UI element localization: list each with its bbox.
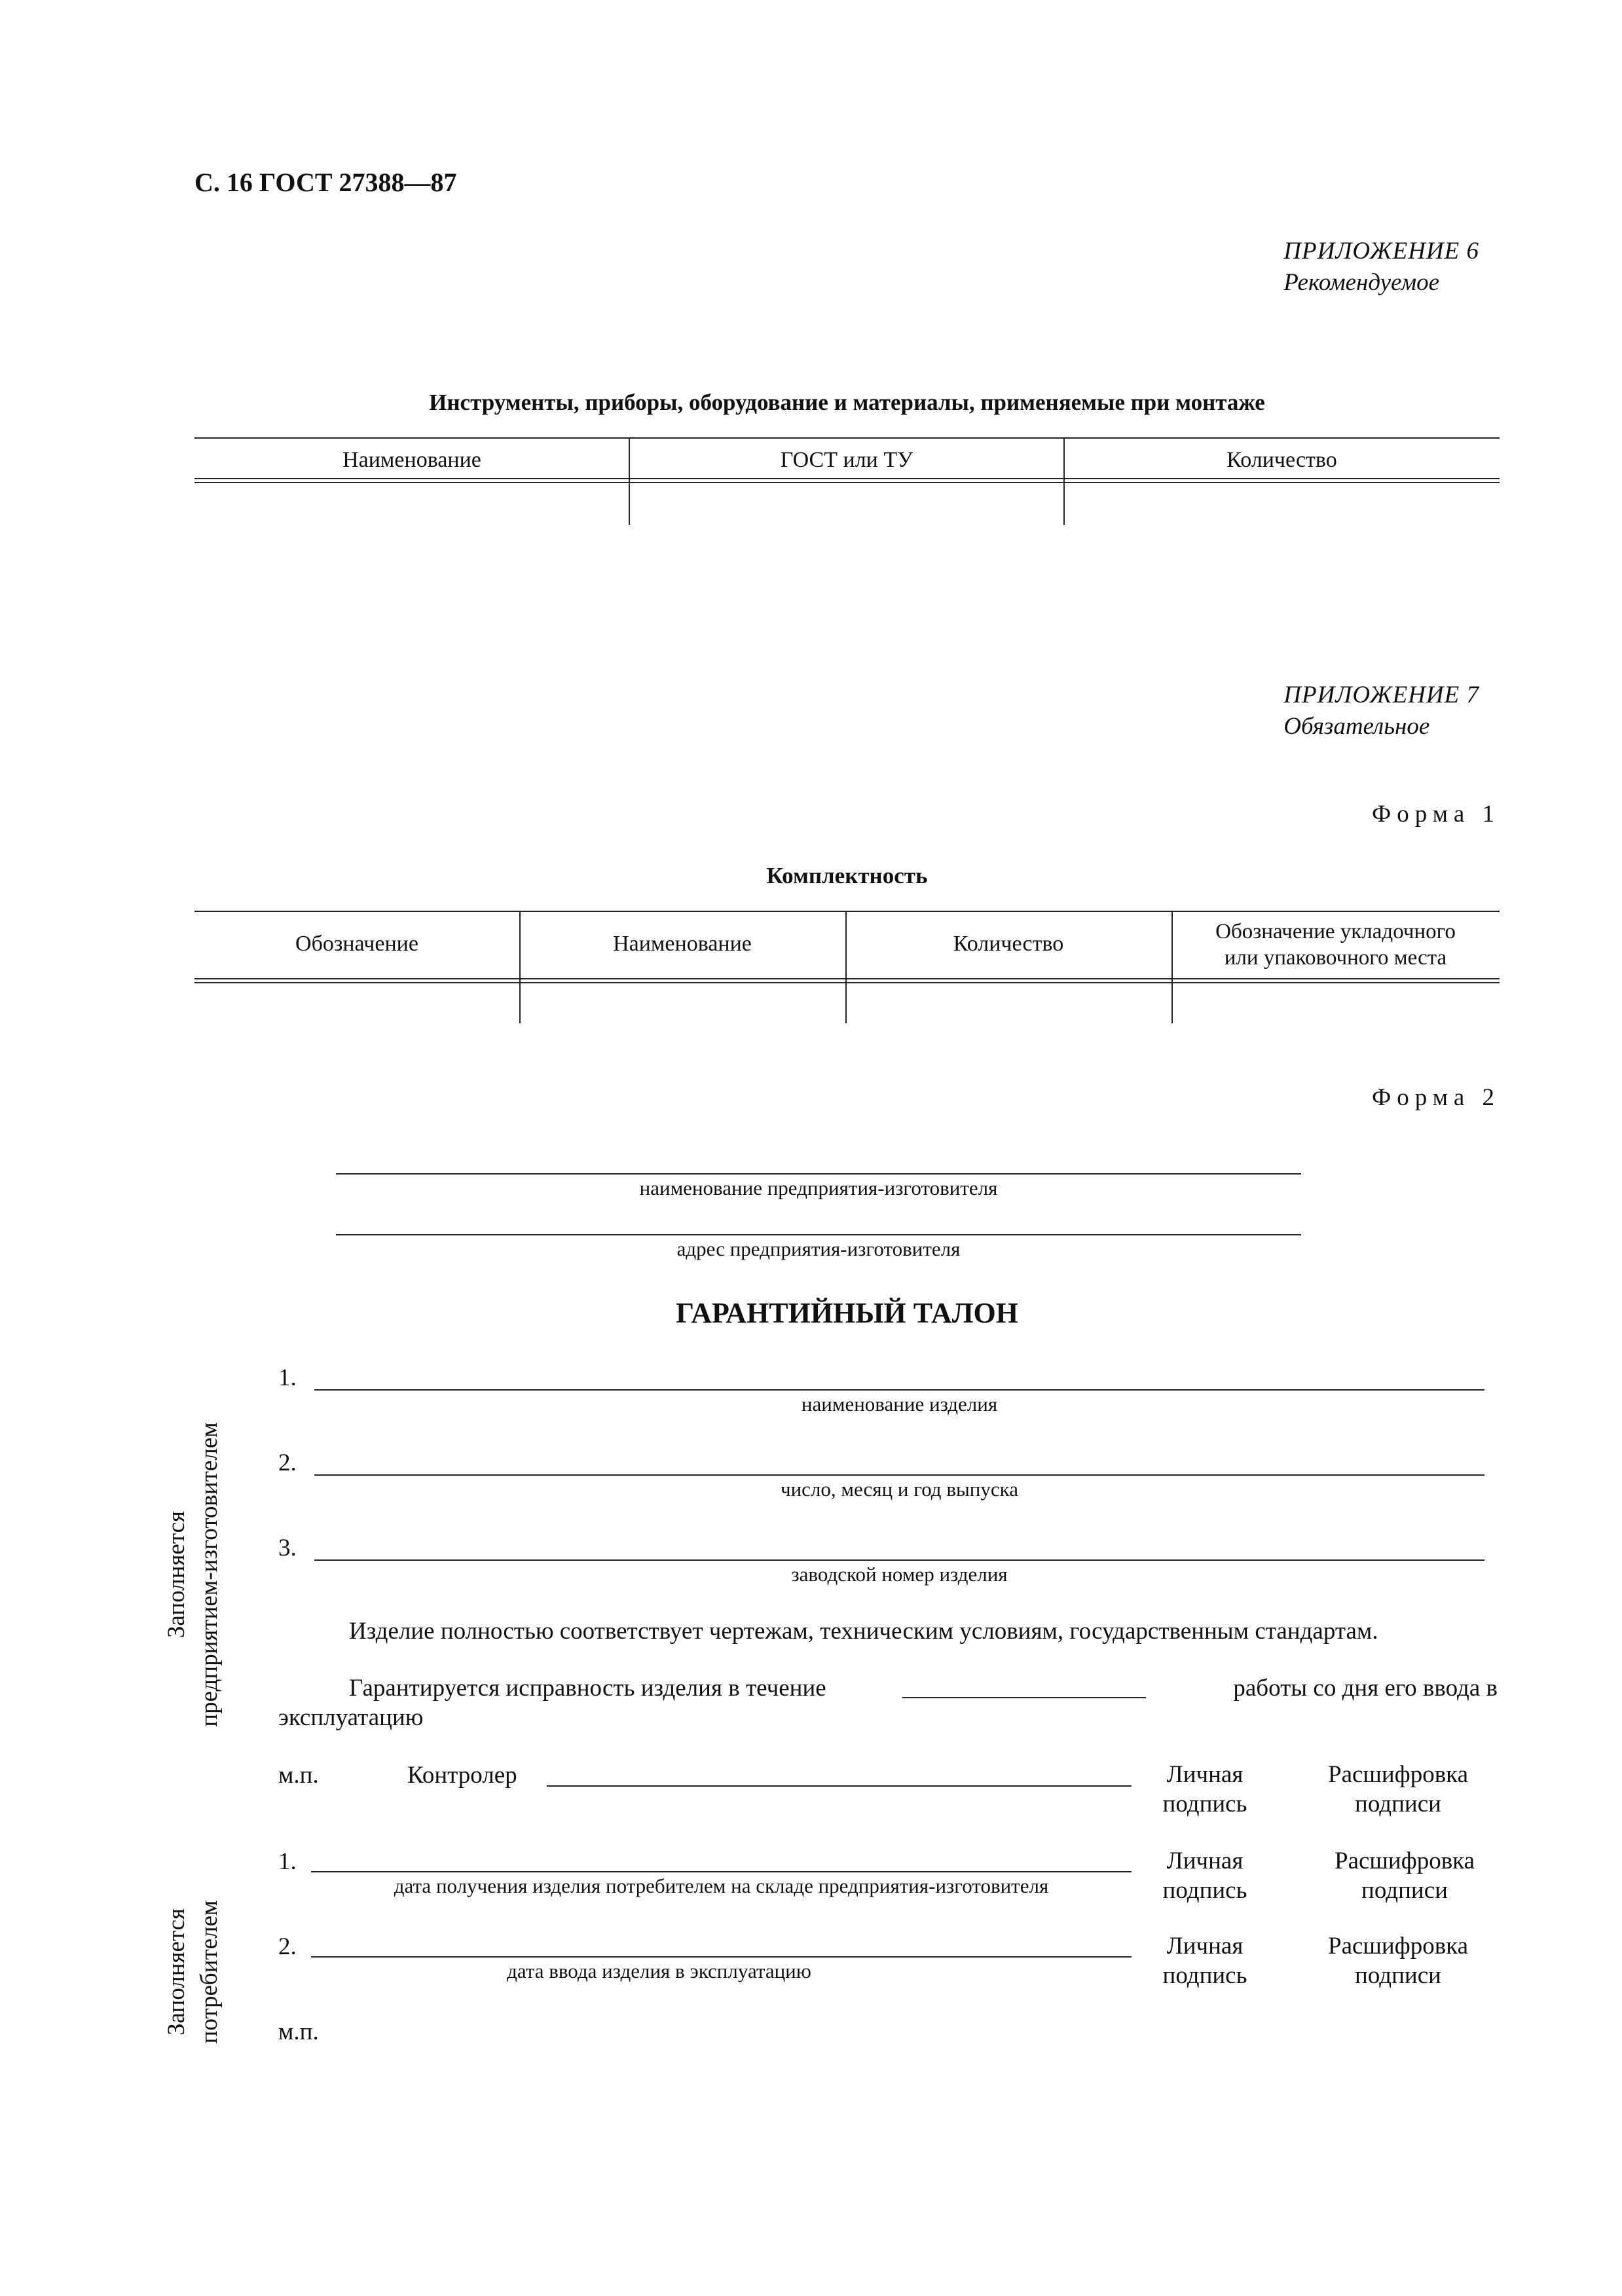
form1-col-qty: Количество (953, 932, 1064, 956)
guarantee-text-start: Гарантируется исправность изделия в течение (349, 1675, 826, 1702)
consumer-side-label-line2: потребителем (196, 1900, 223, 2044)
manufacturer-side-label (160, 1378, 226, 1771)
signature-decoding-line1: Расшифровка (1328, 1761, 1468, 1788)
form1-divider-2 (845, 911, 847, 1023)
form1-col-designation: Обозначение (295, 932, 418, 956)
table1-divider-2 (1063, 437, 1065, 525)
appendix-6-label: ПРИЛОЖЕНИЕ 6 (1283, 238, 1479, 264)
page-header: С. 16 ГОСТ 27388—87 (194, 168, 457, 197)
stamp-label-2: м.п. (278, 2018, 319, 2045)
item3-caption: заводской номер изделия (791, 1563, 1008, 1586)
item2-line[interactable] (314, 1474, 1484, 1476)
form1-divider-1 (519, 911, 521, 1023)
form1-header-rule-1 (194, 978, 1500, 979)
signature-decoding-line2: подписи (1361, 1877, 1448, 1904)
stamp-label-1: м.п. (278, 1762, 319, 1789)
table1-divider-1 (629, 437, 630, 525)
personal-signature-line2: подпись (1162, 1962, 1247, 1989)
enterprise-name-caption: наименование предприятия-изготовителя (639, 1176, 998, 1199)
signature-decoding-line2: подписи (1355, 1962, 1441, 1989)
item2-caption: число, месяц и год выпуска (781, 1478, 1018, 1501)
signature-decoding-line1: Расшифровка (1328, 1933, 1468, 1959)
controller-personal-signature (1139, 1760, 1270, 1819)
form1-divider-3 (1171, 911, 1173, 1023)
signature-decoding-line1: Расшифровка (1335, 1848, 1475, 1874)
form1-col-place-line1: Обозначение укладочного (1215, 920, 1456, 943)
table1-title: Инструменты, приборы, оборудование и материалы, применяемые при монтаже (429, 390, 1265, 415)
form1-header-rule-2 (194, 982, 1500, 983)
appendix-6-status: Рекомендуемое (1283, 269, 1440, 296)
table1-col-qty: Количество (1226, 448, 1337, 472)
conformity-text: Изделие полностью соответствует чертежам, техническим условиям, государственным стандартам. (349, 1618, 1378, 1645)
enterprise-address-caption: адрес предприятия-изготовителя (676, 1237, 961, 1260)
form1-title: Комплектность (766, 863, 928, 888)
enterprise-name-line (336, 1173, 1301, 1175)
guarantee-text-tail: эксплуатацию (278, 1704, 424, 1731)
consumer-side-label (160, 1808, 226, 2136)
table1-col-gost: ГОСТ или ТУ (780, 448, 913, 472)
table1-top-rule (194, 437, 1500, 439)
consumer-item1-personal-signature (1139, 1846, 1270, 1905)
consumer-item2-number: 2. (278, 1933, 297, 1960)
item1-caption: наименование изделия (801, 1393, 998, 1415)
personal-signature-line1: Личная (1166, 1761, 1244, 1788)
table1-col-name: Наименование (342, 448, 481, 472)
form1-col-name: Наименование (613, 932, 752, 956)
personal-signature-line2: подпись (1162, 1791, 1247, 1817)
form1-label: Форма 1 (1371, 801, 1500, 828)
consumer-item1-number: 1. (278, 1848, 297, 1875)
appendix-7-label: ПРИЛОЖЕНИЕ 7 (1283, 682, 1479, 708)
appendix-7-block (1283, 680, 1479, 742)
enterprise-address-line (336, 1234, 1301, 1235)
consumer-item1-signature-decoding (1316, 1846, 1493, 1905)
consumer-item2-signature-decoding (1310, 1931, 1486, 1990)
personal-signature-line1: Личная (1166, 1933, 1244, 1959)
item1-line[interactable] (314, 1389, 1484, 1391)
table1-header-rule-2 (194, 482, 1500, 483)
personal-signature-line1: Личная (1166, 1848, 1244, 1874)
consumer-item1-line[interactable] (311, 1871, 1132, 1872)
consumer-item1-caption: дата получения изделия потребителем на складе предприятия-изготовителя (394, 1874, 1049, 1897)
form2-label: Форма 2 (1371, 1084, 1500, 1111)
personal-signature-line2: подпись (1162, 1877, 1247, 1904)
manufacturer-side-label-line1: Заполняется (163, 1510, 190, 1639)
form1-col-place (1171, 919, 1500, 971)
guarantee-period-line[interactable] (902, 1697, 1146, 1698)
consumer-side-label-line1: Заполняется (163, 1908, 190, 2036)
guarantee-text-end: работы со дня его ввода в (1233, 1675, 1498, 1702)
appendix-6-block (1283, 236, 1479, 299)
warranty-title: ГАРАНТИЙНЫЙ ТАЛОН (676, 1297, 1018, 1329)
signature-decoding-line2: подписи (1355, 1791, 1441, 1817)
form1-header-row (194, 912, 1500, 977)
manufacturer-side-label-line2: предприятием-изготовителем (196, 1422, 223, 1727)
item2-number: 2. (278, 1449, 297, 1476)
controller-label: Контролер (407, 1762, 517, 1789)
consumer-item2-caption: дата ввода изделия в эксплуатацию (507, 1959, 811, 1982)
form1-col-place-line2: или упаковочного места (1224, 946, 1447, 970)
table1-header-row (194, 440, 1500, 478)
table1-header-rule-1 (194, 478, 1500, 479)
item1-number: 1. (278, 1364, 297, 1391)
consumer-item2-personal-signature (1139, 1931, 1270, 1990)
item3-number: 3. (278, 1535, 297, 1561)
item3-line[interactable] (314, 1559, 1484, 1561)
appendix-7-status: Обязательное (1283, 713, 1430, 740)
controller-signature-decoding (1310, 1760, 1486, 1819)
controller-line[interactable] (547, 1785, 1132, 1787)
consumer-item2-line[interactable] (311, 1956, 1132, 1958)
